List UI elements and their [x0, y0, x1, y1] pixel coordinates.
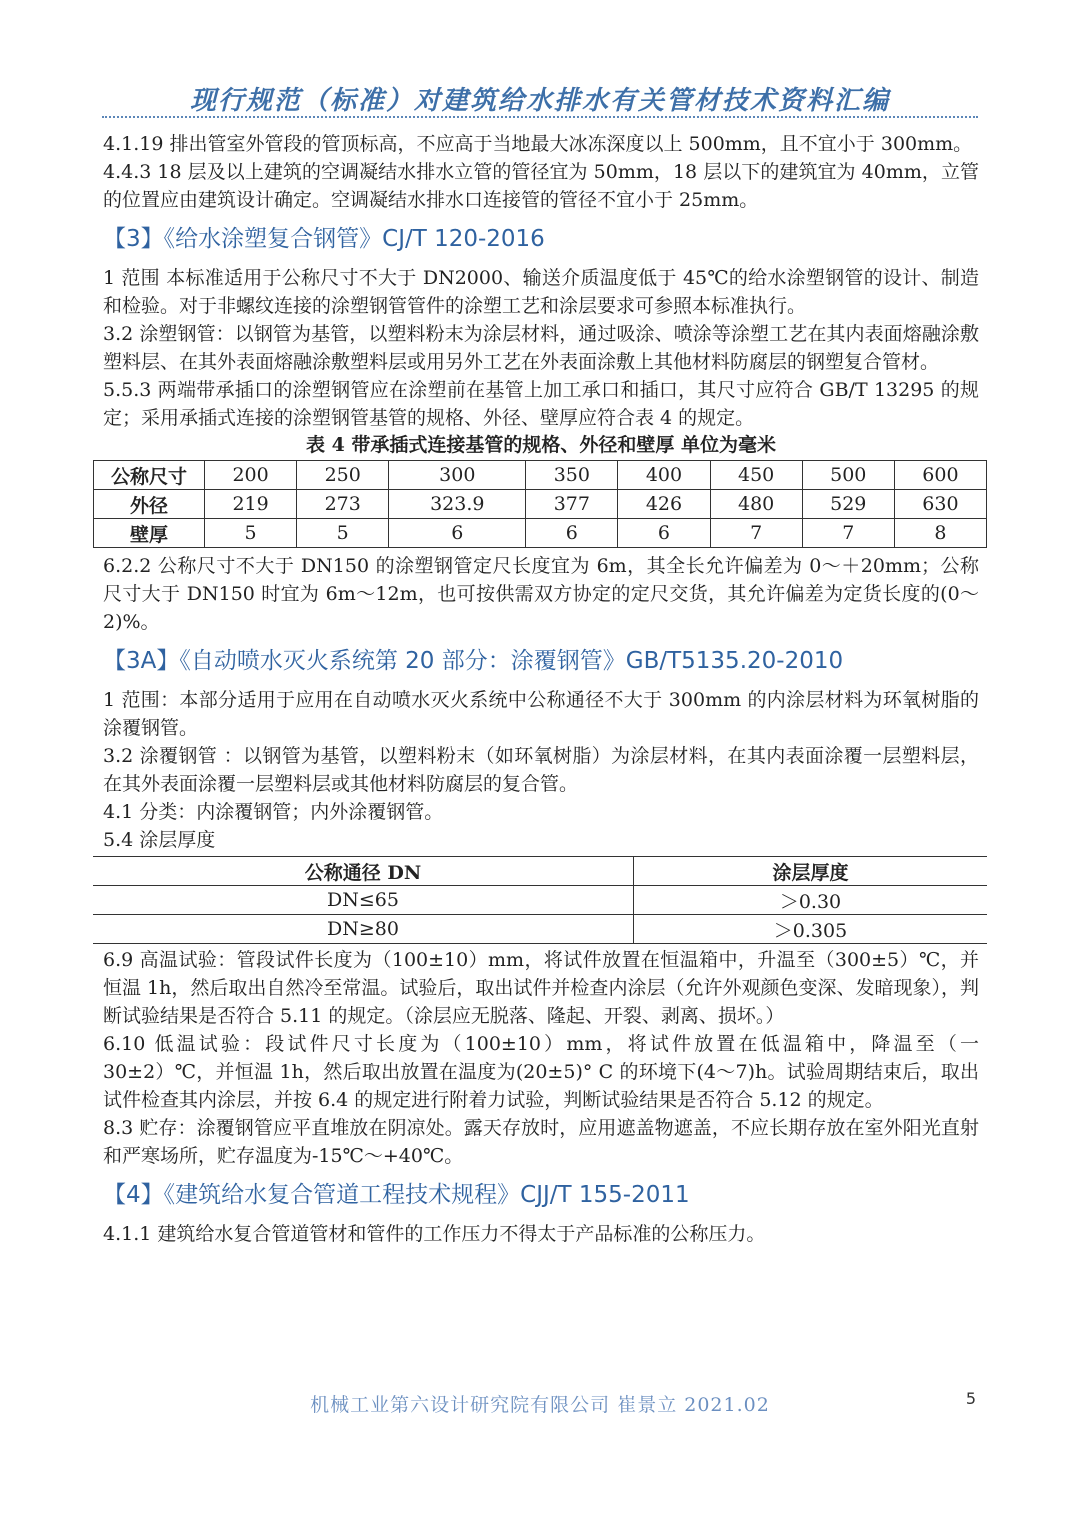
clause-6-2-2: 6.2.2 公称尺寸不大于 DN150 的涂塑钢管定尺长度宜为 6m，其全长允许偏差为 0～＋20mm；公称尺寸大于 DN150 时宜为 6m～12m，也可按供需双方协定的定尺交货，其允许偏差为定货长度的(0～2)%。	[103, 555, 979, 633]
table-cell: 323.9	[389, 490, 526, 519]
header-divider	[102, 116, 978, 118]
table-cell: 6	[389, 519, 526, 548]
table-cell: DN≤65	[93, 886, 633, 915]
section-heading-3: 【3】《给水涂塑复合钢管》CJ/T 120-2016	[103, 226, 545, 252]
table-cell: 219	[205, 490, 297, 519]
clause-5-4: 5.4 涂层厚度	[103, 829, 216, 851]
table-cell: 6	[526, 519, 618, 548]
table-cell: 500	[802, 461, 894, 490]
clause-6-9: 6.9 高温试验：管段试件长度为（100±10）mm，将试件放置在恒温箱中，升温至（300±5）℃，并恒温 1h，然后取出自然冷至常温。试验后，取出试件并检查内涂层（允许外观颜色变深、发暗现象），判断试验结果是否符合 5.11 的规定。（涂层应无脱落、隆起、开裂、剥离、损坏。）	[103, 949, 979, 1027]
document-header-title: 现行规范（标准）对建筑给水排水有关管材技术资料汇编	[189, 86, 890, 116]
table-cell: 200	[205, 461, 297, 490]
table-cell: 6	[618, 519, 710, 548]
clause-4-4-3: 4.4.3 18 层及以上建筑的空调凝结水排水立管的管径宜为 50mm，18 层以下的建筑宜为 40mm，立管的位置应由建筑设计确定。空调凝结水排水口连接管的管径不宜小于 25mm。	[103, 161, 979, 211]
table-cell: ＞0.305	[633, 915, 987, 944]
table-row	[93, 915, 987, 944]
table-cell: 600	[894, 461, 986, 490]
row-label: 外径	[94, 490, 205, 519]
table-cell: 7	[710, 519, 802, 548]
table-cell: 400	[618, 461, 710, 490]
table-header-row	[93, 857, 987, 886]
table-cell: 5	[205, 519, 297, 548]
footer-text: 机械工业第六设计研究院有限公司 崔景立 2021.02	[310, 1394, 770, 1416]
coating-thickness-table	[93, 856, 987, 944]
table-cell: 426	[618, 490, 710, 519]
column-header: 涂层厚度	[633, 857, 987, 886]
clause-3-2-3a: 3.2 涂覆钢管 ：以钢管为基管，以塑料粉末（如环氧树脂）为涂层材料，在其内表面涂覆一层塑料层，在其外表面涂覆一层塑料层或其他材料防腐层的复合管。	[103, 745, 979, 795]
document-body	[103, 130, 979, 1248]
table-row	[94, 461, 987, 490]
clause-4-1-1: 4.1.1 建筑给水复合管道管材和管件的工作压力不得太于产品标准的公称压力。	[103, 1223, 766, 1245]
clause-5-5-3: 5.5.3 两端带承插口的涂塑钢管应在涂塑前在基管上加工承口和插口，其尺寸应符合 GB/T 13295 的规定；采用承插式连接的涂塑钢管基管的规格、外径、壁厚应符合表 4 的规定。	[103, 379, 979, 429]
table-cell: 350	[526, 461, 618, 490]
clause-1-scope-3a: 1 范围：本部分适用于应用在自动喷水灭火系统中公称通径不大于 300mm 的内涂层材料为环氧树脂的涂覆钢管。	[103, 689, 979, 739]
table-cell: 450	[710, 461, 802, 490]
table-cell: 7	[802, 519, 894, 548]
clause-3-2: 3.2 涂塑钢管：以钢管为基管，以塑料粉末为涂层材料，通过吸涂、喷涂等涂塑工艺在其内表面熔融涂敷塑料层、在其外表面熔融涂敷塑料层或用另外工艺在外表面涂敷上其他材料防腐层的钢塑复合管材。	[103, 323, 979, 373]
clause-1-scope: 1 范围 本标准适用于公称尺寸不大于 DN2000、输送介质温度低于 45℃的给水涂塑钢管的设计、制造和检验。对于非螺纹连接的涂塑钢管管件的涂塑工艺和涂层要求可参照本标准执行。	[103, 267, 979, 317]
table-cell: 529	[802, 490, 894, 519]
clause-4-1-19: 4.1.19 排出管室外管段的管顶标高，不应高于当地最大冰冻深度以上 500mm，且不宜小于 300mm。	[103, 133, 973, 155]
row-label: 壁厚	[94, 519, 205, 548]
section-heading-3a: 【3A】《自动喷水灭火系统第 20 部分：涂覆钢管》GB/T5135.20-2010	[103, 648, 844, 674]
table-cell: DN≥80	[93, 915, 633, 944]
table-cell: 8	[894, 519, 986, 548]
table-cell: 630	[894, 490, 986, 519]
clause-8-3: 8.3 贮存：涂覆钢管应平直堆放在阴凉处。露天存放时，应用遮盖物遮盖，不应长期存放在室外阳光直射和严寒场所，贮存温度为-15℃～+40℃。	[103, 1117, 979, 1167]
table-cell: 300	[389, 461, 526, 490]
table-row	[94, 490, 987, 519]
table-cell: 250	[297, 461, 389, 490]
column-header: 公称通径 DN	[93, 857, 633, 886]
clause-4-1: 4.1 分类：内涂覆钢管；内外涂覆钢管。	[103, 801, 444, 823]
page-number: 5	[965, 1389, 976, 1408]
table-cell: 5	[297, 519, 389, 548]
table-4-caption: 表 4 带承插式连接基管的规格、外径和壁厚 单位为毫米	[305, 434, 777, 456]
table-cell: 273	[297, 490, 389, 519]
table-cell: 377	[526, 490, 618, 519]
table-cell: ＞0.30	[633, 886, 987, 915]
section-heading-4: 【4】《建筑给水复合管道工程技术规程》CJJ/T 155-2011	[103, 1182, 690, 1208]
row-label: 公称尺寸	[94, 461, 205, 490]
table-row	[94, 519, 987, 548]
clause-6-10: 6.10 低温试验：段试件尺寸长度为（100±10）mm，将试件放置在低温箱中，降温至（一 30±2）℃，并恒温 1h，然后取出放置在温度为(20±5)° C 的环境下(4～7)h。试验周期结束后，取出试件检查其内涂层，并按 6.4 的规定进行附着力试验，判断试验结果是否符合 5.12 的规定。	[103, 1033, 979, 1111]
table-4	[93, 460, 987, 548]
table-cell: 480	[710, 490, 802, 519]
table-row	[93, 886, 987, 915]
